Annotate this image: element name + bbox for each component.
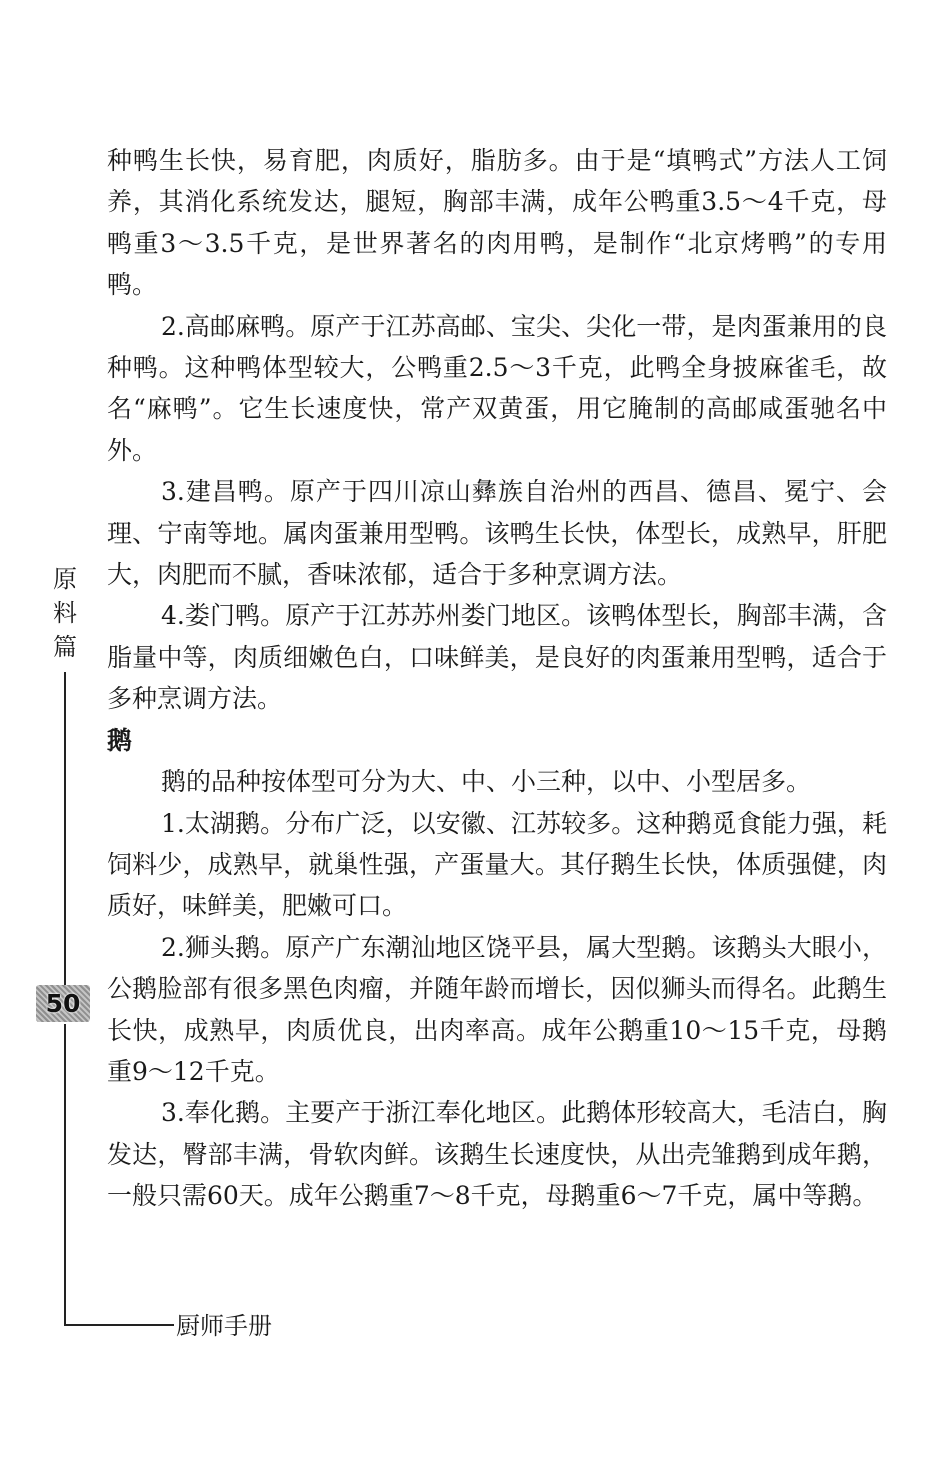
paragraph-loumen-duck: 4.娄门鸭。原产于江苏苏州娄门地区。该鸭体型长，胸部丰满，含脂量中等，肉质细嫩色白，口味鲜美，是良好的肉蛋兼用型鸭，适合于多种烹调方法。: [107, 601, 887, 714]
side-label-char: 料: [53, 599, 77, 627]
paragraph-peking-duck-continued: 种鸭生长快，易育肥，肉质好，脂肪多。由于是“填鸭式”方法人工饲养，其消化系统发达，腿短，胸部丰满，成年公鸭重3.5～4千克，母鸭重3～3.5千克，是世界著名的肉用鸭，是制作“北京烤鸭”的专用鸭。: [107, 146, 887, 300]
paragraph-gaoyou-duck: 2.高邮麻鸭。原产于江苏高邮、宝尖、尖化一带，是肉蛋兼用的良种鸭。这种鸭体型较大，公鸭重2.5～3千克，此鸭全身披麻雀毛，故名“麻鸭”。它生长速度快，常产双黄蛋，用它腌制的高邮咸蛋驰名中外。: [107, 311, 887, 465]
section-side-label: [52, 562, 78, 664]
paragraph-taihu-goose: 1.太湖鹅。分布广泛，以安徽、江苏较多。这种鹅觅食能力强，耗饲料少，成熟早，就巢性强，产蛋量大。其仔鹅生长快，体质强健，肉质好，味鲜美，肥嫩可口。: [107, 808, 887, 921]
paragraph-goose-intro: 鹅的品种按体型可分为大、中、小三种，以中、小型居多。: [161, 767, 812, 797]
section-heading-goose: 鹅: [107, 725, 133, 755]
page-number: 50: [45, 989, 81, 1018]
footer-book-title: 厨师手册: [176, 1312, 272, 1340]
main-text: [107, 140, 887, 1217]
paragraph-fenghua-goose: 3.奉化鹅。主要产于浙江奉化地区。此鹅体形较高大，毛洁白，胸发达，臀部丰满，骨软肉鲜。该鹅生长速度快，从出壳雏鹅到成年鹅，一般只需60天。成年公鹅重7～8千克，母鹅重6～7千克，属中等鹅。: [107, 1098, 887, 1211]
side-label-char: 篇: [53, 633, 77, 661]
footer-rule: [64, 1324, 174, 1326]
side-label-char: 原: [53, 565, 77, 593]
paragraph-lion-head-goose: 2.狮头鹅。原产广东潮汕地区饶平县，属大型鹅。该鹅头大眼小，公鹅脸部有很多黑色肉瘤，并随年龄而增长，因似狮头而得名。此鹅生长快，成熟早，肉质优良，出肉率高。成年公鹅重10～15千克，母鹅重9～12千克。: [107, 932, 887, 1086]
page-number-badge: [36, 985, 90, 1022]
paragraph-jianchang-duck: 3.建昌鸭。原产于四川凉山彝族自治州的西昌、德昌、冕宁、会理、宁南等地。属肉蛋兼用型鸭。该鸭生长快，体型长，成熟早，肝肥大，肉肥而不腻，香味浓郁，适合于多种烹调方法。: [107, 477, 887, 590]
margin-rule-bottom: [64, 1024, 66, 1326]
margin-rule-top: [64, 672, 66, 988]
